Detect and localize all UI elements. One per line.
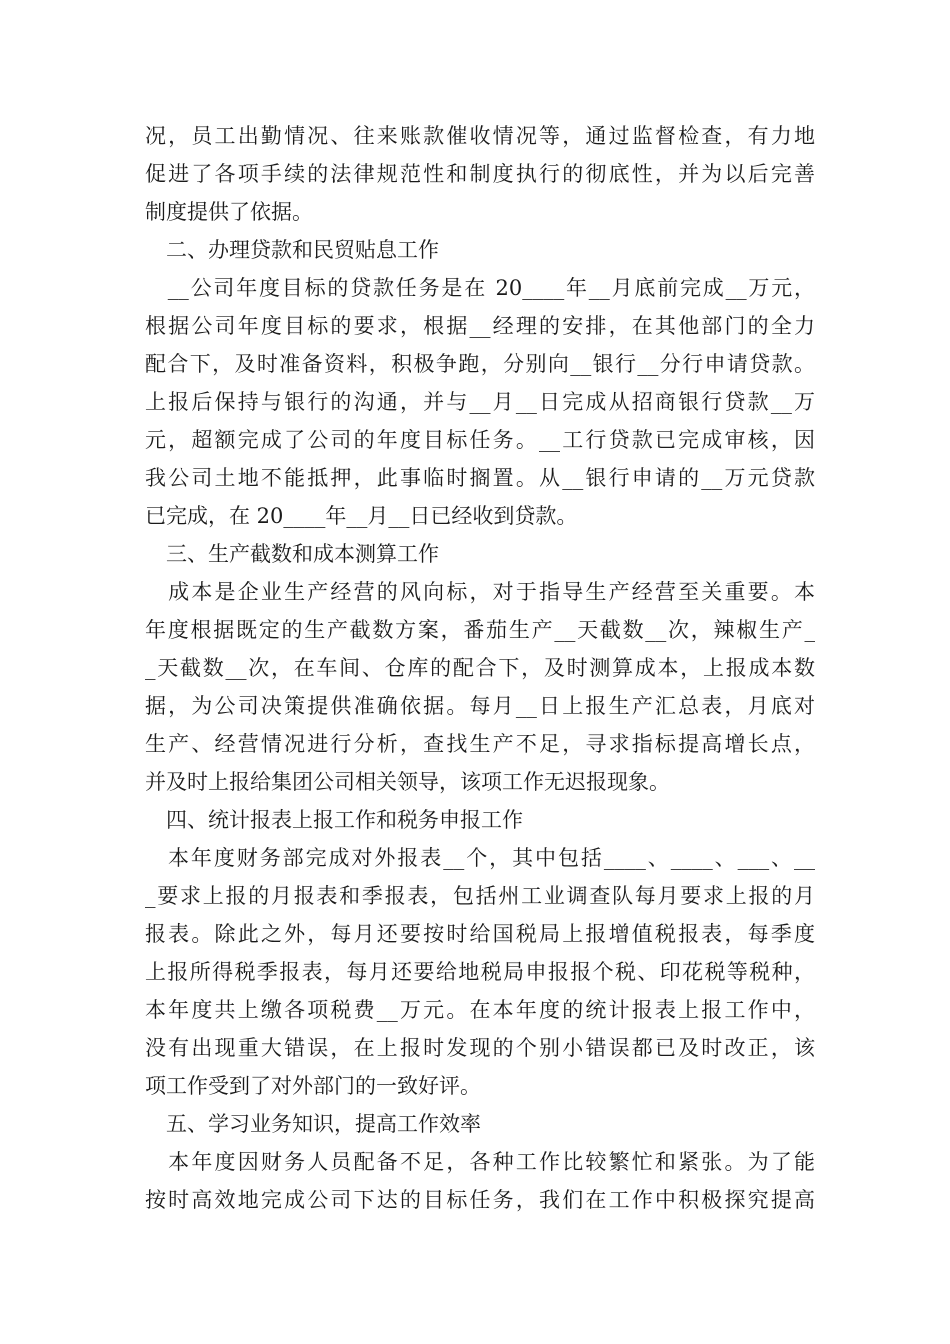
paragraph-line: 并及时上报给集团公司相关领导，该项工作无迟报现象。 — [145, 770, 670, 794]
section-heading: 二、办理贷款和民贸贴息工作 — [145, 238, 439, 262]
paragraph-line: 已完成，在 20____年__月__日已经收到贷款。 — [145, 504, 578, 528]
paragraph-line: 本年度财务部完成对外报表__个，其中包括____、____、___、__ — [145, 846, 815, 870]
document-body — [145, 117, 815, 1219]
paragraph-line: 生产、经营情况进行分析，查找生产不足，寻求指标提高增长点， — [145, 732, 815, 756]
paragraph-line: 配合下，及时准备资料，积极争跑，分别向__银行__分行申请贷款。 — [145, 352, 815, 376]
paragraph-line: __公司年度目标的贷款任务是在 20____年__月底前完成__万元， — [145, 276, 815, 300]
paragraph-line: 上报后保持与银行的沟通，并与__月__日完成从招商银行贷款__万 — [145, 390, 815, 414]
paragraph-line: _要求上报的月报表和季报表，包括州工业调查队每月要求上报的月 — [145, 884, 815, 908]
section-heading: 三、生产截数和成本测算工作 — [145, 542, 439, 566]
paragraph-line: 年度根据既定的生产截数方案，番茄生产__天截数__次，辣椒生产_ — [145, 618, 815, 642]
paragraph-line: 元，超额完成了公司的年度目标任务。__工行贷款已完成审核，因 — [145, 428, 815, 452]
paragraph-line: 上报所得税季报表，每月还要给地税局申报报个税、印花税等税种， — [145, 960, 815, 984]
paragraph-line: 促进了各项手续的法律规范性和制度执行的彻底性，并为以后完善 — [145, 162, 815, 186]
paragraph-line: 我公司土地不能抵押，此事临时搁置。从__银行申请的__万元贷款 — [145, 466, 815, 490]
paragraph-line: 报表。除此之外，每月还要按时给国税局上报增值税报表，每季度 — [145, 922, 815, 946]
paragraph-line: 没有出现重大错误，在上报时发现的个别小错误都已及时改正，该 — [145, 1036, 815, 1060]
paragraph-line: _天截数__次，在车间、仓库的配合下，及时测算成本，上报成本数 — [145, 656, 815, 680]
paragraph-line: 制度提供了依据。 — [145, 200, 313, 224]
paragraph-line: 据，为公司决策提供准确依据。每月__日上报生产汇总表，月底对 — [145, 694, 815, 718]
section-heading: 四、统计报表上报工作和税务申报工作 — [145, 808, 523, 832]
section-heading: 五、学习业务知识，提高工作效率 — [145, 1112, 481, 1136]
paragraph-line: 按时高效地完成公司下达的目标任务，我们在工作中积极探究提高 — [145, 1188, 815, 1212]
paragraph-line: 况，员工出勤情况、往来账款催收情况等，通过监督检查，有力地 — [145, 124, 815, 148]
paragraph-line: 根据公司年度目标的要求，根据__经理的安排，在其他部门的全力 — [145, 314, 815, 338]
paragraph-line: 成本是企业生产经营的风向标，对于指导生产经营至关重要。本 — [145, 580, 815, 604]
paragraph-line: 本年度因财务人员配备不足，各种工作比较繁忙和紧张。为了能 — [145, 1150, 815, 1174]
paragraph-line: 本年度共上缴各项税费__万元。在本年度的统计报表上报工作中， — [145, 998, 815, 1022]
paragraph-line: 项工作受到了对外部门的一致好评。 — [145, 1074, 481, 1098]
